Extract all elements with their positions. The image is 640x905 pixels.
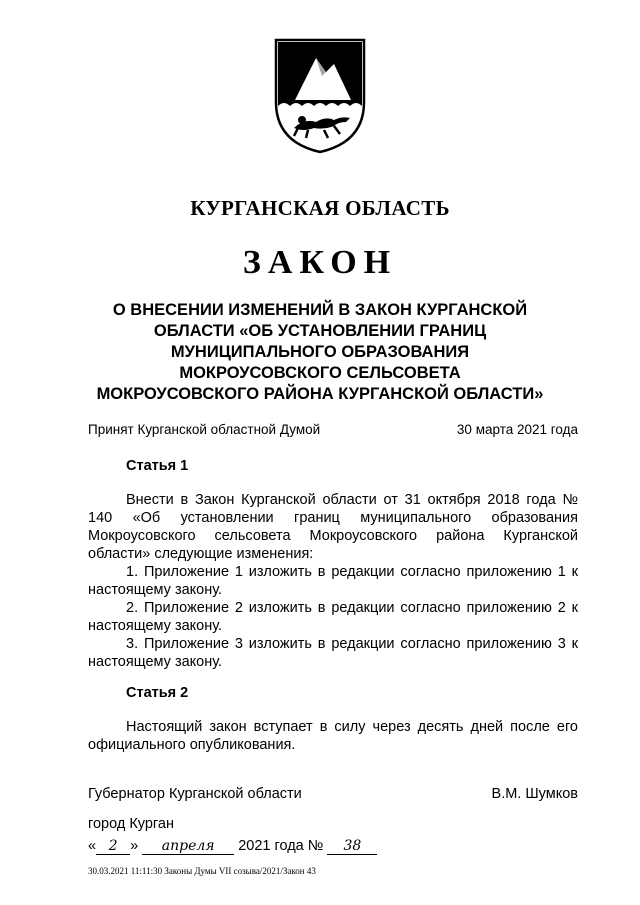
article-2-heading: Статья 2 bbox=[126, 685, 189, 701]
article-1-item: 3. Приложение 3 изложить в редакции согласно приложению 3 к настоящему закону. bbox=[88, 636, 578, 670]
year-and-number-label: 2021 года № bbox=[238, 838, 324, 854]
adoption-date: 30 марта 2021 года bbox=[456, 422, 578, 437]
law-title-line: МОКРОУСОВСКОГО РАЙОНА КУРГАНСКОЙ ОБЛАСТИ» bbox=[96, 385, 544, 403]
article-1-heading: Статья 1 bbox=[126, 458, 189, 474]
coat-of-arms-emblem bbox=[272, 36, 368, 156]
article-1-intro: Внести в Закон Курганской области от 31 октября 2018 года № 140 «Об установлении границ муниципального образования Мокроусовского сельсовета Мокроусовского района Курганской области» следующие изменения: bbox=[88, 492, 578, 562]
law-title-line: МУНИЦИПАЛЬНОГО ОБРАЗОВАНИЯ bbox=[170, 343, 470, 361]
article-2-body bbox=[88, 718, 578, 754]
article-2-text: Настоящий закон вступает в силу через десять дней после его официального опубликования. bbox=[88, 719, 578, 753]
month-handwritten: апреля bbox=[142, 838, 234, 855]
article-1-item: 2. Приложение 2 изложить в редакции согласно приложению 2 к настоящему закону. bbox=[88, 600, 578, 634]
signature-block bbox=[88, 786, 578, 802]
day-handwritten: 2 bbox=[96, 838, 130, 855]
article-1-item: 1. Приложение 1 изложить в редакции согласно приложению 1 к настоящему закону. bbox=[88, 564, 578, 598]
close-quote: » bbox=[130, 838, 139, 854]
signing-date-line bbox=[88, 838, 377, 855]
footer-stamp: 30.03.2021 11:11:30 Законы Думы VII созыва/2021/Закон 43 bbox=[88, 866, 316, 876]
law-title-line: МОКРОУСОВСКОГО СЕЛЬСОВЕТА bbox=[179, 364, 461, 382]
law-title-line: О ВНЕСЕНИИ ИЗМЕНЕНИЙ В ЗАКОН КУРГАНСКОЙ bbox=[112, 301, 528, 319]
adopted-by: Принят Курганской областной Думой bbox=[88, 422, 321, 437]
adoption-line bbox=[88, 422, 578, 437]
signatory-position: Губернатор Курганской области bbox=[88, 786, 302, 802]
city: город Курган bbox=[88, 816, 174, 832]
article-1-body bbox=[88, 491, 578, 671]
law-title bbox=[60, 300, 580, 405]
region-name: КУРГАНСКАЯ ОБЛАСТЬ bbox=[190, 196, 450, 220]
document-type: ЗАКОН bbox=[242, 244, 398, 281]
open-quote: « bbox=[88, 838, 97, 854]
law-title-line: ОБЛАСТИ «ОБ УСТАНОВЛЕНИИ ГРАНИЦ bbox=[153, 322, 487, 340]
law-number-handwritten: 38 bbox=[327, 838, 377, 855]
signatory-name: В.М. Шумков bbox=[491, 786, 578, 802]
